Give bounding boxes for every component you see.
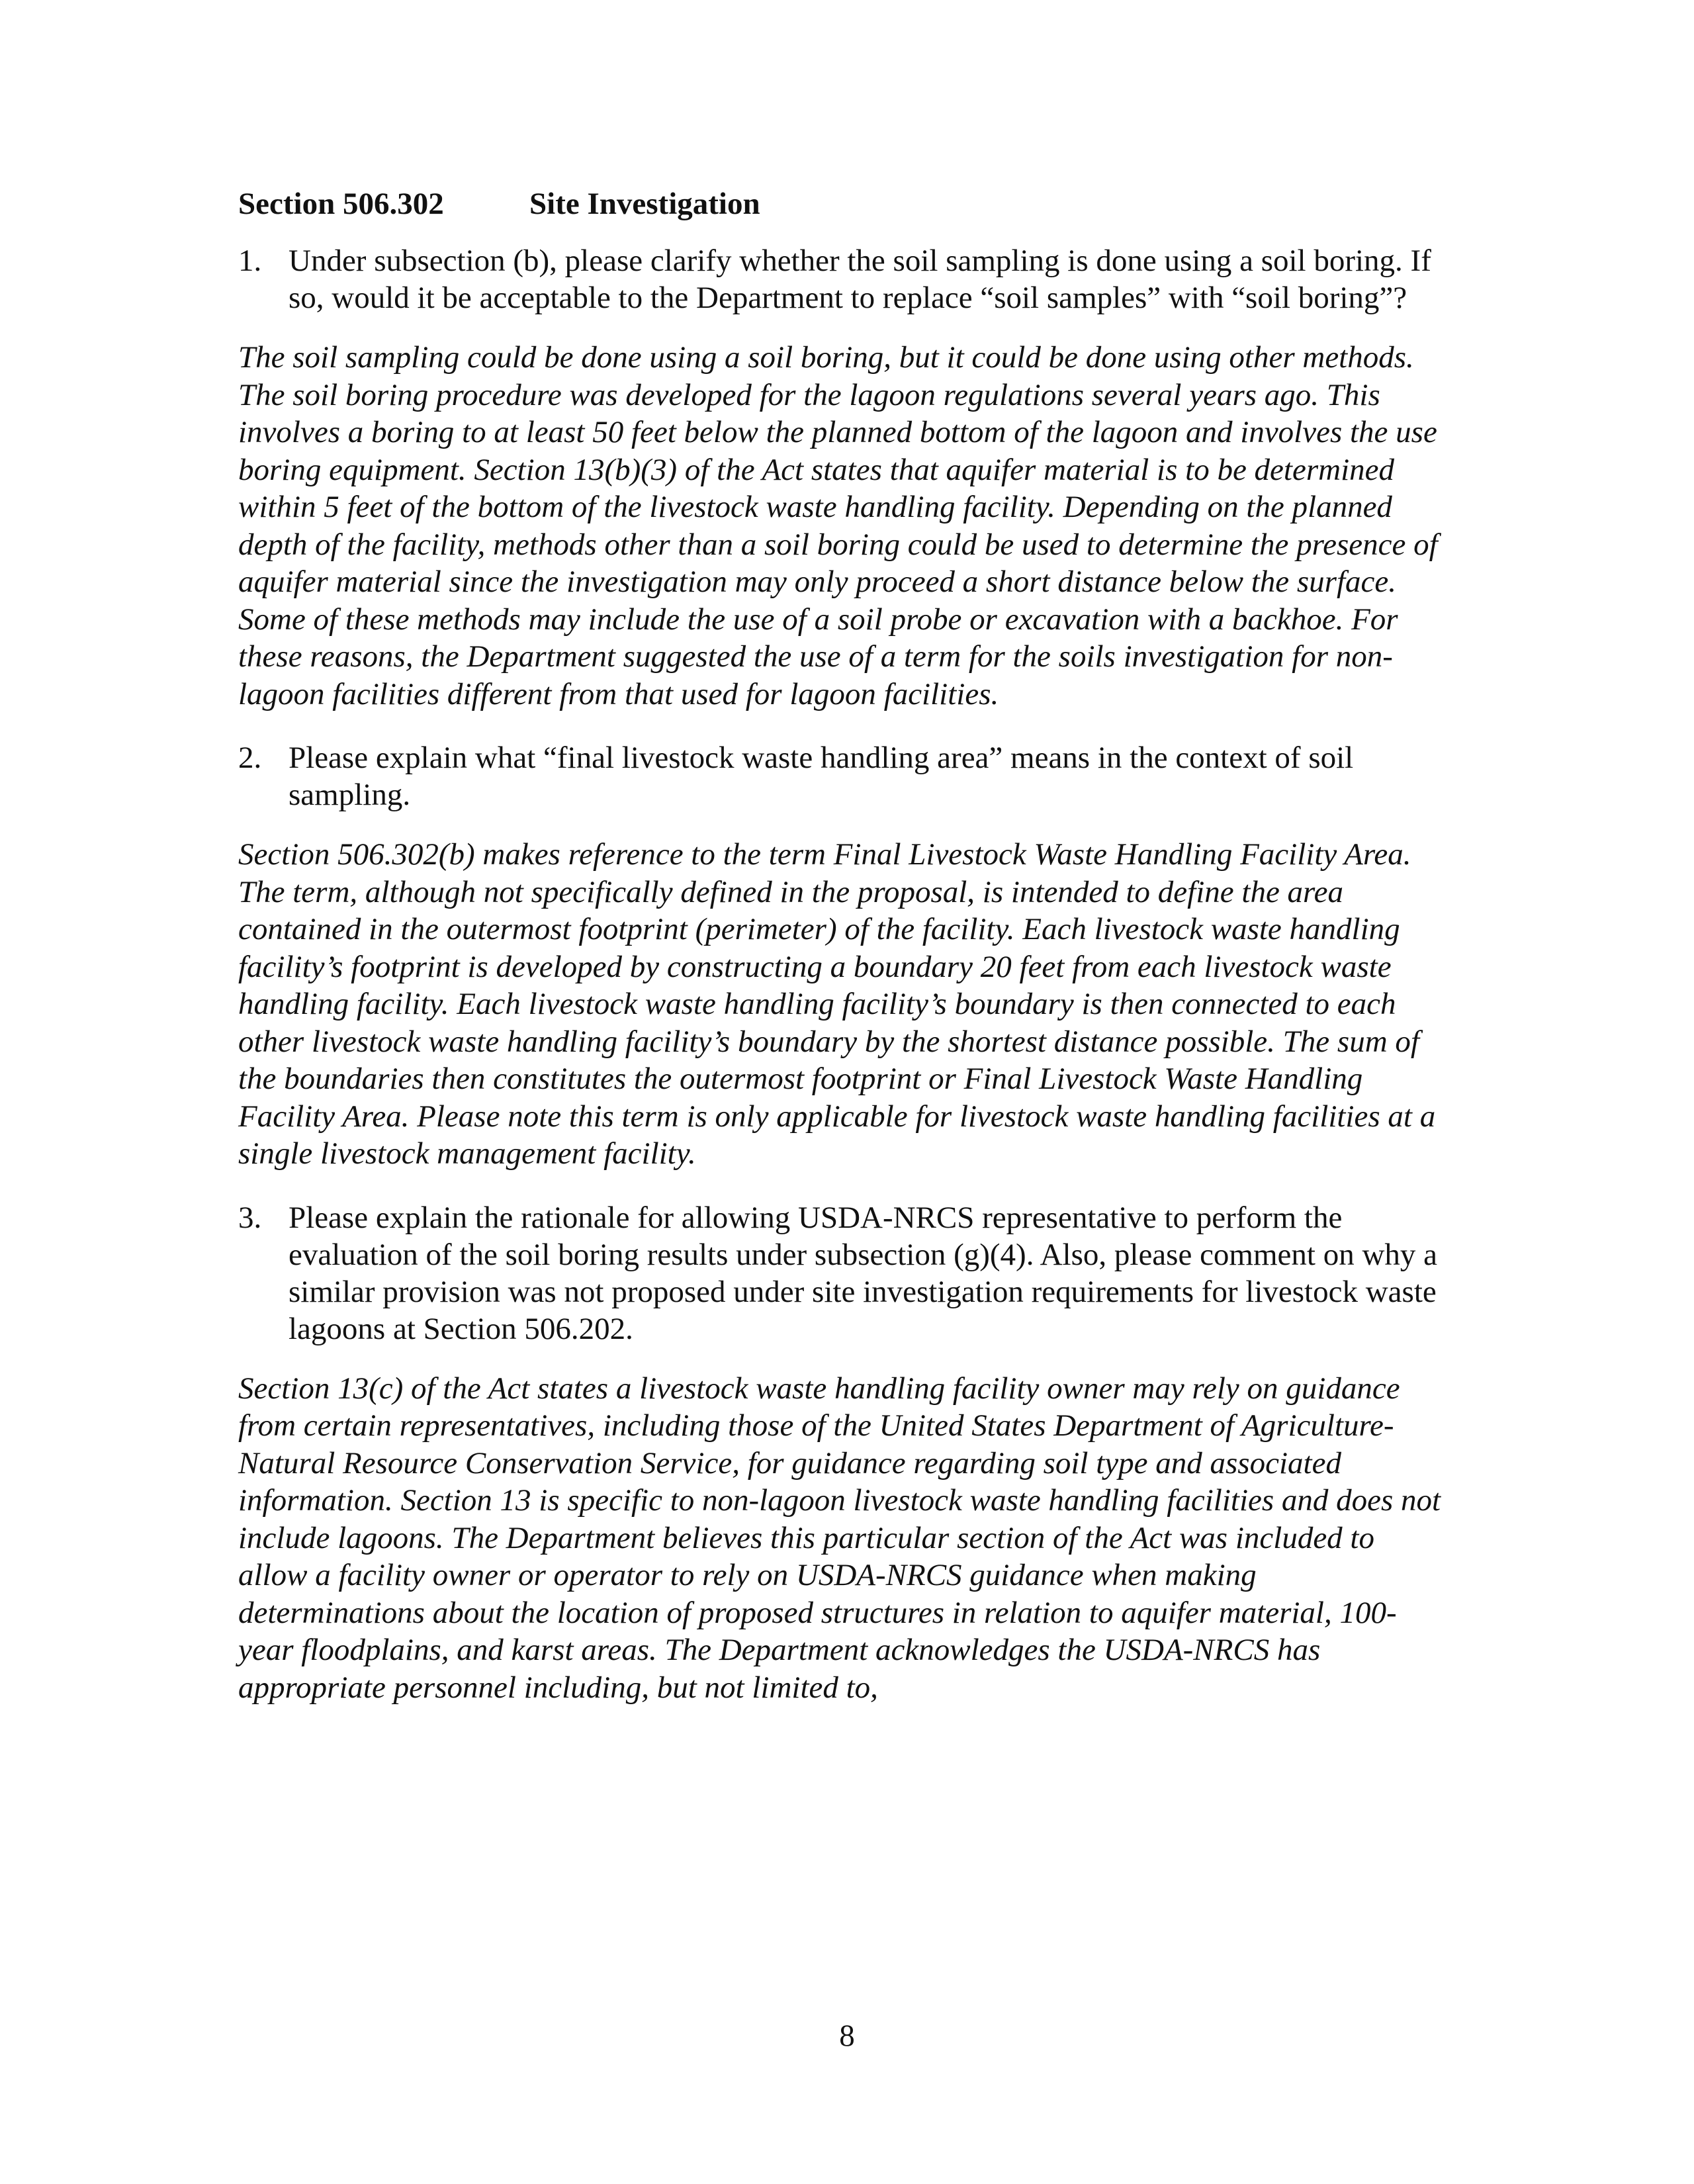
question-text: Please explain what “final livestock waste handling area” means in the context of soil sampling. — [289, 741, 1354, 812]
answer-2: Section 506.302(b) makes reference to the term Final Livestock Waste Handling Facility Area. The term, although not specifically defined in the proposal, is intended to define the area contained in the outermost footprint (perimeter) of the facility. Each livestock waste handling facility’s footprint is developed by constructing a boundary 20 feet from each livestock waste handling facility. Each livestock waste handling facility’s boundary is then connected to each other livestock waste handling facility’s boundary by the shortest distance possible. The sum of the boundaries then constitutes the outermost footprint or Final Livestock Waste Handling Facility Area. Please note this term is only applicable for livestock waste handling facilities at a single livestock management facility. — [238, 837, 1436, 1171]
question-2 — [238, 739, 1443, 813]
question-3 — [238, 1199, 1443, 1347]
question-text: Under subsection (b), please clarify whether the soil sampling is done using a soil boring. If so, would it be acceptable to the Department to replace “soil samples” with “soil boring”? — [289, 244, 1431, 315]
section-number: Section 506.302 — [238, 187, 444, 221]
page-number: 8 — [839, 2019, 855, 2053]
question-1 — [238, 242, 1443, 316]
section-heading — [238, 185, 1443, 222]
answer-1: The soil sampling could be done using a soil boring, but it could be done using other methods. The soil boring procedure was developed for the lagoon regulations several years ago. This involves a boring to at least 50 feet below the planned bottom of the lagoon and involves the use boring equipment. Section 13(b)(3) of the Act states that aquifer material is to be determined within 5 feet of the bottom of the livestock waste handling facility. Depending on the planned depth of the facility, methods other than a soil boring could be used to determine the presence of aquifer material since the investigation may only proceed a short distance below the surface. Some of these methods may include the use of a soil probe or excavation with a backhoe. For these reasons, the Department suggested the use of a term for the soils investigation for non-lagoon facilities different from that used for lagoon facilities. — [238, 340, 1438, 711]
question-number: 2. — [238, 741, 262, 775]
document-page — [238, 185, 1443, 1733]
question-text: Please explain the rationale for allowing USDA-NRCS representative to perform the evaluation of the soil boring results under subsection (g)(4). Also, please comment on why a similar provision was not proposed under site investigation requirements for livestock waste lagoons at Section 506.202. — [289, 1200, 1438, 1346]
question-number: 3. — [238, 1200, 262, 1235]
answer-3: Section 13(c) of the Act states a livestock waste handling facility owner may rely on guidance from certain representatives, including those of the United States Department of Agriculture-Natural Resource Conservation Service, for guidance regarding soil type and associated information. Section 13 is specific to non-lagoon livestock waste handling facilities and does not include lagoons. The Department believes this particular section of the Act was included to allow a facility owner or operator to rely on USDA-NRCS guidance when making determinations about the location of proposed structures in relation to aquifer material, 100-year floodplains, and karst areas. The Department acknowledges the USDA-NRCS has appropriate personnel including, but not limited to, — [238, 1371, 1441, 1705]
section-title: Site Investigation — [529, 187, 760, 221]
question-number: 1. — [238, 244, 262, 278]
